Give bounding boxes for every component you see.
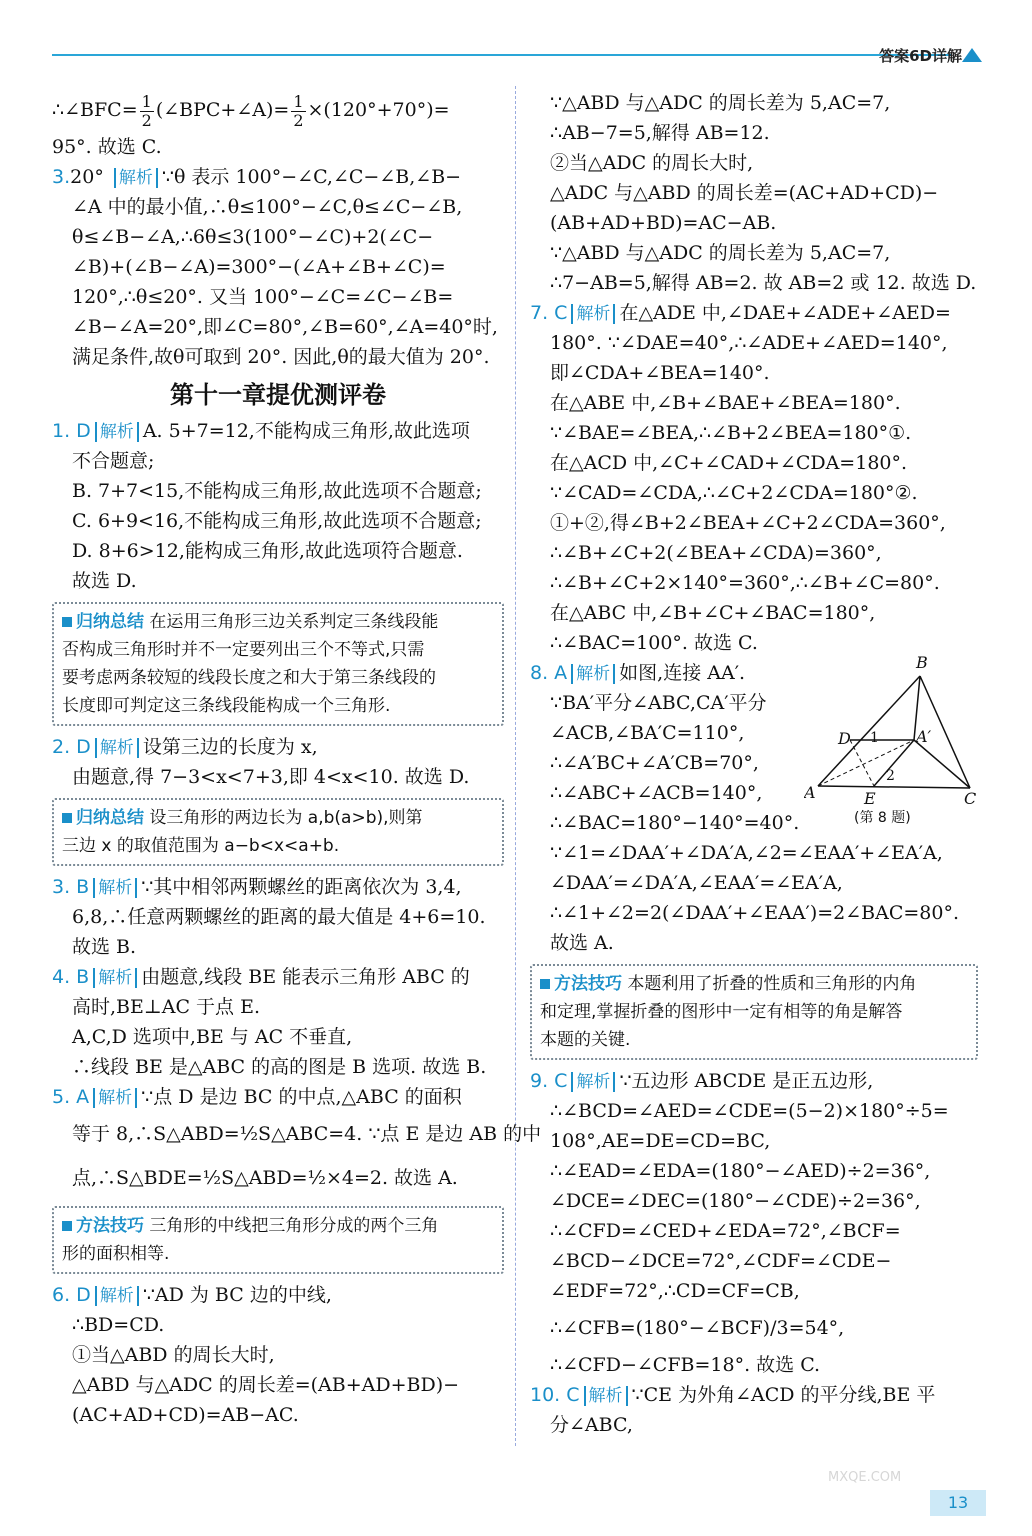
label-A-prime: A′ xyxy=(916,727,932,746)
chapter-title: 第十一章提优测评卷 xyxy=(170,381,386,409)
text-line: 6,8,∴任意两颗螺丝的距离的最大值是 4+6=10. xyxy=(72,906,486,928)
text-line: ∴AB−7=5,解得 AB=12. xyxy=(550,122,770,144)
text-line: C. 6+9<16,不能构成三角形,故此选项不合题意; xyxy=(72,510,482,532)
text-line: ∵△ABD 与△ADC 的周长差为 5,AC=7, xyxy=(550,242,891,264)
header-rule xyxy=(52,54,952,56)
cap-icon xyxy=(962,48,982,62)
text-line: ∴∠A′BC+∠A′CB=70°, xyxy=(550,752,759,774)
label-E: E xyxy=(864,789,876,808)
text-line: ∠ACB,∠BA′C=110°, xyxy=(550,722,745,744)
text-line: 点,∴S△BDE=½S△ABD=½×4=2. 故选 A. xyxy=(72,1167,458,1189)
text-line: ∴∠1+∠2=2(∠DAA′+∠EAA′)=2∠BAC=80°. xyxy=(550,902,960,924)
text-line: ∴∠BFC= $\frac{1}{2}$ (∠BPC+∠A)= $\frac{1}{2}$ ×(120°+70°)= xyxy=(52,91,450,130)
text-line: ∴∠CFD−∠CFB=18°. 故选 C. xyxy=(550,1354,821,1376)
text-line: (AB+AD+BD)=AC−AB. xyxy=(550,212,777,234)
question-4: 4. B 解析 由题意,线段 BE 能表示三角形 ABC 的 xyxy=(52,966,470,988)
text-line: ∴∠ABC+∠ACB=140°, xyxy=(550,782,763,804)
text-line: ∴∠B+∠C+2×140°=360°,∴∠B+∠C=80°. xyxy=(550,572,940,594)
text-line: ∠DCE=∠DEC=(180°−∠CDE)÷2=36°, xyxy=(550,1190,921,1212)
method-box: 方法技巧 本题利用了折叠的性质和三角形的内角 和定理,掌握折叠的图形中一定有相等的角是解答 本题的关键. xyxy=(530,964,978,1060)
text-line: ∠EDF=72°,∴CD=CF=CB, xyxy=(550,1280,800,1302)
page-number: 13 xyxy=(930,1490,986,1516)
question-5: 5. A 解析 ∵点 D 是边 BC 的中点,△ABC 的面积 xyxy=(52,1086,462,1108)
box-icon xyxy=(62,1221,72,1231)
text-line: 在△ABE 中,∠B+∠BAE+∠BEA=180°. xyxy=(550,392,901,414)
text-line: 由题意,得 7−3<x<7+3,即 4<x<10. 故选 D. xyxy=(72,766,470,788)
text-line: ∠BCD−∠DCE=72°,∠CDF=∠CDE− xyxy=(550,1250,892,1272)
text-line: ∴∠BAC=180°−140°=40°. xyxy=(550,812,800,834)
text-line: 不合题意; xyxy=(72,450,155,472)
label-angle-1: 1 xyxy=(870,730,879,746)
box-icon xyxy=(62,617,72,627)
label-A: A xyxy=(804,783,816,802)
text-line: D. 8+6>12,能构成三角形,故此选项符合题意. xyxy=(72,540,463,562)
text-line: ∠A 中的最小值,∴θ≤100°−∠C,θ≤∠C−∠B, xyxy=(72,196,463,218)
label-angle-2: 2 xyxy=(886,768,895,784)
text-line: 故选 A. xyxy=(550,932,614,954)
text-line: 即∠CDA+∠BEA=140°. xyxy=(550,362,770,384)
text-line: ∴∠BAC=100°. 故选 C. xyxy=(550,632,758,654)
label-B: B xyxy=(916,653,928,672)
box-icon xyxy=(62,813,72,823)
text-line: ∴∠B+∠C+2(∠BEA+∠CDA)=360°, xyxy=(550,542,882,564)
text-line: A,C,D 选项中,BE 与 AC 不垂直, xyxy=(72,1026,353,1048)
text-line: ①+②,得∠B+2∠BEA+∠C+2∠CDA=360°, xyxy=(550,512,946,534)
text-line: 故选 D. xyxy=(72,570,137,592)
text-line: ∴BD=CD. xyxy=(72,1314,165,1336)
text-line: 108°,AE=DE=CD=BC, xyxy=(550,1130,771,1152)
text-line: 高时,BE⊥AC 于点 E. xyxy=(72,996,260,1018)
method-box: 方法技巧 三角形的中线把三角形分成的两个三角 形的面积相等. xyxy=(52,1206,504,1274)
summary-box: 归纳总结 在运用三角形三边关系判定三条线段能 否构成三角形时并不一定要列出三个不等式,只需 要考虑两条较短的线段长度之和大于第三条线段的 长度即可判定这三条线段能构成一个三角形. xyxy=(52,602,504,726)
column-divider xyxy=(515,86,517,1446)
question-2: 2. D 解析 设第三边的长度为 x, xyxy=(52,736,318,758)
text-line: ∠B)+(∠B−∠A)=300°−(∠A+∠B+∠C)= xyxy=(72,256,446,278)
text-line: ∴∠EAD=∠EDA=(180°−∠AED)÷2=36°, xyxy=(550,1160,931,1182)
text-line: ∠B−∠A=20°,即∠C=80°,∠B=60°,∠A=40°时, xyxy=(72,316,498,338)
question-6: 6. D 解析 ∵AD 为 BC 边的中线, xyxy=(52,1284,332,1306)
text-line: ∵∠CAD=∠CDA,∴∠C+2∠CDA=180°②. xyxy=(550,482,918,504)
text-line: ∵∠BAE=∠BEA,∴∠B+2∠BEA=180°①. xyxy=(550,422,912,444)
text-line: 120°,∴θ≤20°. 又当 100°−∠C=∠C−∠B= xyxy=(72,286,454,308)
figure-caption: (第 8 题) xyxy=(854,810,911,826)
text-line: ∵∠1=∠DAA′+∠DA′A,∠2=∠EAA′+∠EA′A, xyxy=(550,842,943,864)
question-9: 9. C 解析 ∵五边形 ABCDE 是正五边形, xyxy=(530,1070,874,1092)
text-line: 分∠ABC, xyxy=(550,1414,633,1436)
question-10: 10. C 解析 ∵CE 为外角∠ACD 的平分线,BE 平 xyxy=(530,1384,936,1406)
question-8: 8. A 解析 如图,连接 AA′. xyxy=(530,662,746,684)
text-line: ∴∠CFB=(180°−∠BCF)/3=54°, xyxy=(550,1317,845,1339)
text-line: 180°. ∵∠DAE=40°,∴∠ADE+∠AED=140°, xyxy=(550,332,948,354)
text-line: ∴7−AB=5,解得 AB=2. 故 AB=2 或 12. 故选 D. xyxy=(550,272,977,294)
watermark: MXQE.COM xyxy=(828,1470,902,1485)
text-line: B. 7+7<15,不能构成三角形,故此选项不合题意; xyxy=(72,480,482,502)
text-line: ∠DAA′=∠DA′A,∠EAA′=∠EA′A, xyxy=(550,872,843,894)
header-title: 答案6D详解 xyxy=(879,47,962,65)
text-line: ②当△ADC 的周长大时, xyxy=(550,152,754,174)
question-7: 7. C 解析 在△ADE 中,∠DAE+∠ADE+∠AED= xyxy=(530,302,951,324)
text-line: (AC+AD+CD)=AB−AC. xyxy=(72,1404,299,1426)
text-line: θ≤∠B−∠A,∴6θ≤3(100°−∠C)+2(∠C− xyxy=(72,226,434,248)
question-1: 1. D 解析 A. 5+7=12,不能构成三角形,故此选项 xyxy=(52,420,470,442)
text-line: 等于 8,∴S△ABD=½S△ABC=4. ∵点 E 是边 AB 的中 xyxy=(72,1123,542,1145)
question-3: 3.20° 解析 ∵θ 表示 100°−∠C,∠C−∠B,∠B− xyxy=(52,166,462,188)
text-line: ∵△ABD 与△ADC 的周长差为 5,AC=7, xyxy=(550,92,891,114)
text-line: 95°. 故选 C. xyxy=(52,136,162,158)
left-column xyxy=(52,88,542,1430)
label-C: C xyxy=(964,789,977,808)
text-line: ∴∠CFD=∠CED+∠EDA=72°,∠BCF= xyxy=(550,1220,901,1242)
text-line: ∴线段 BE 是△ABC 的高的图是 B 选项. 故选 B. xyxy=(72,1056,487,1078)
triangle-figure xyxy=(804,652,984,828)
text-line: △ADC 与△ABD 的周长差=(AC+AD+CD)− xyxy=(550,182,939,204)
text-line: ∵BA′平分∠ABC,CA′平分 xyxy=(550,692,767,714)
text-line: △ABD 与△ADC 的周长差=(AB+AD+BD)− xyxy=(72,1374,460,1396)
text-line: ①当△ABD 的周长大时, xyxy=(72,1344,275,1366)
box-icon xyxy=(540,979,550,989)
summary-box: 归纳总结 设三角形的两边长为 a,b(a>b),则第 三边 x 的取值范围为 a−b<x<a+b. xyxy=(52,798,504,866)
text-line: 在△ACD 中,∠C+∠CAD+∠CDA=180°. xyxy=(550,452,908,474)
question-3b: 3. B 解析 ∵其中相邻两颗螺丝的距离依次为 3,4, xyxy=(52,876,462,898)
text-line: 在△ABC 中,∠B+∠C+∠BAC=180°, xyxy=(550,602,876,624)
text-line: ∴∠BCD=∠AED=∠CDE=(5−2)×180°÷5= xyxy=(550,1100,949,1122)
text-line: 满足条件,故θ可取到 20°. 因此,θ的最大值为 20°. xyxy=(72,346,490,368)
label-D: D xyxy=(838,729,851,748)
text-line: 故选 B. xyxy=(72,936,137,958)
